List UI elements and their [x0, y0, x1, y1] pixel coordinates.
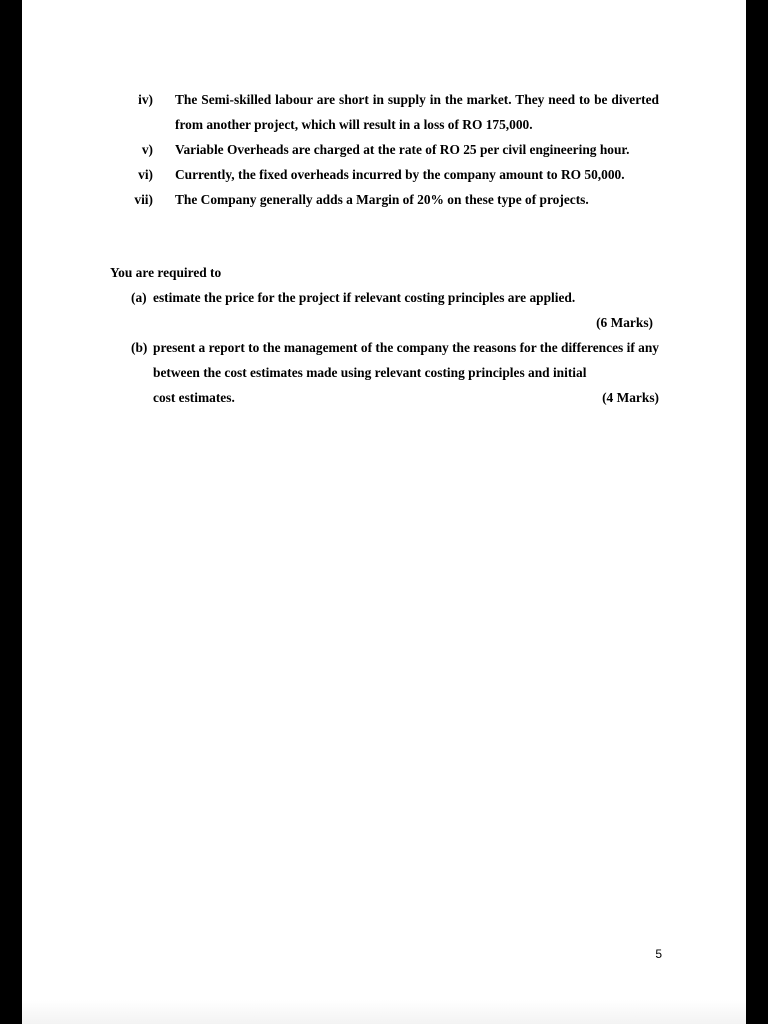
requirements-section — [110, 260, 710, 410]
list-item-numeral: vii) — [134, 192, 153, 207]
page-number: 5 — [655, 947, 662, 961]
question-a — [131, 285, 659, 310]
list-item-text: Variable Overheads are charged at the rate of RO 25 per civil engineering hour. — [175, 142, 630, 157]
list-item-numeral: iv) — [138, 92, 153, 107]
list-item — [22, 137, 746, 162]
question-a-text: estimate the price for the project if relevant costing principles are applied. — [153, 290, 576, 305]
page-bottom-shadow — [22, 1000, 746, 1024]
question-b — [131, 335, 659, 410]
list-item — [22, 187, 746, 212]
question-a-label: (a) — [131, 290, 147, 305]
question-b-marks: (4 Marks) — [602, 390, 659, 405]
list-item-text: The Company generally adds a Margin of 20% on these type of projects. — [175, 192, 589, 207]
list-item-numeral: v) — [141, 142, 153, 157]
question-b-text: present a report to the management of the company the reasons for the differences if any between the cost estimates made using relevant costing principles and initial — [153, 340, 659, 380]
requirements-heading: You are required to — [110, 265, 222, 280]
list-item-numeral: vi) — [138, 167, 153, 182]
document-page — [22, 0, 746, 1024]
question-b-label: (b) — [131, 340, 148, 355]
list-item — [22, 87, 746, 137]
question-b-text-end: cost estimates. — [153, 390, 235, 405]
assumption-list — [22, 87, 746, 212]
list-item — [22, 162, 746, 187]
question-b-last-line — [131, 385, 659, 410]
list-item-text: The Semi-skilled labour are short in supply in the market. They need to be diverted from another project, which will result in a loss of RO 175,000. — [175, 92, 659, 132]
list-item-text: Currently, the fixed overheads incurred by the company amount to RO 50,000. — [175, 167, 625, 182]
question-a-marks: (6 Marks) — [596, 315, 653, 330]
